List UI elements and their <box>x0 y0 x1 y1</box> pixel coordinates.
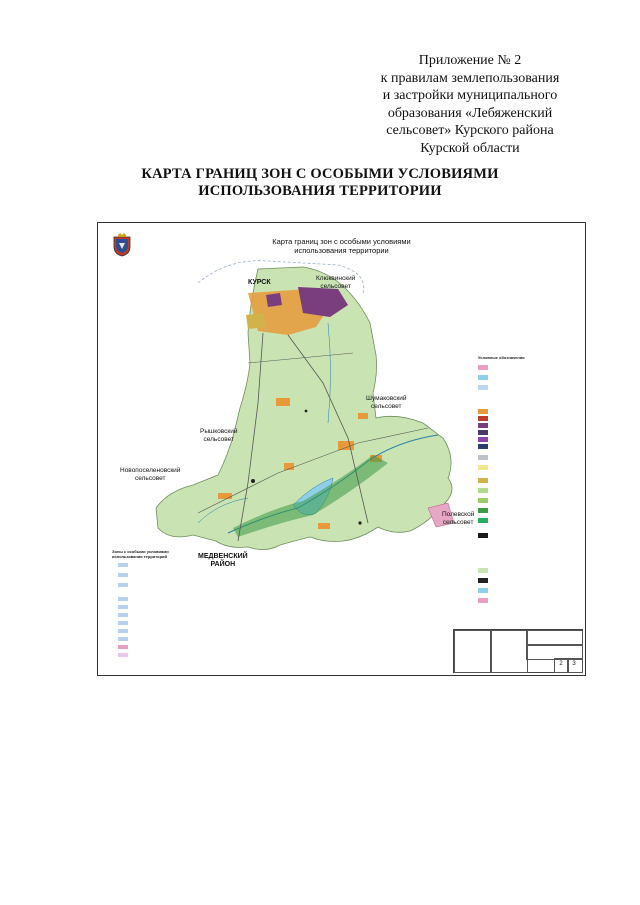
map-title-line: Карта границ зон с особыми условиями <box>272 237 411 246</box>
village <box>318 523 330 529</box>
place-label-line: сельсовет <box>320 282 351 290</box>
village <box>218 493 232 499</box>
document-title <box>0 166 640 200</box>
zone-legend-swatches <box>118 563 128 657</box>
place-label-line: РАЙОН <box>210 560 236 568</box>
place-label-line: сельсовет <box>370 402 402 410</box>
zones-legend-title: Зоны с особыми условиями использования территорий <box>112 549 169 559</box>
village <box>276 398 290 406</box>
place-label-line: Шумаковский <box>366 395 407 402</box>
appendix-line: и застройки муниципального <box>382 88 558 103</box>
place-label-line: Новопоселеновский <box>120 467 181 474</box>
urban-residential <box>246 313 266 329</box>
place-label-line: МЕДВЕНСКИЙ <box>198 553 248 560</box>
appendix-line: образования «Лебяженский <box>387 105 553 121</box>
place-label-novoposelenovsky <box>120 467 180 482</box>
facility <box>251 479 255 483</box>
place-label-medvensky <box>198 553 248 568</box>
facility <box>305 410 308 413</box>
appendix-line: Курской области <box>420 140 520 156</box>
map-sheet <box>97 222 586 676</box>
place-label-shumakovsky <box>366 395 407 410</box>
facility <box>358 521 361 524</box>
place-label-polevskoy <box>442 511 474 526</box>
appendix-line: Приложение № 2 <box>418 53 522 68</box>
sheet-total: 3 <box>572 661 576 667</box>
title-line: КАРТА ГРАНИЦ ЗОН С ОСОБЫМИ УСЛОВИЯМИ <box>141 166 499 182</box>
place-label-klyukvinsky <box>316 275 355 290</box>
legend-swatches <box>478 365 488 603</box>
place-label-ryshkovsky <box>200 428 238 443</box>
appendix-line: сельсовет» Курского района <box>386 123 554 138</box>
territory-map <box>98 223 585 675</box>
place-label-line: сельсовет <box>203 435 235 443</box>
map-title-line: использования территории <box>294 246 389 255</box>
appendix-line: к правилам землепользования <box>380 70 560 86</box>
industrial-zone <box>266 293 282 307</box>
place-label-line: Клюквинский <box>316 275 356 282</box>
place-label-kursk: КУРСК <box>248 279 271 286</box>
sheet-number: 2 <box>559 661 563 667</box>
place-label-line: сельсовет <box>134 474 166 482</box>
place-label-line: Полевской <box>442 511 475 518</box>
title-block-stamp <box>453 629 583 673</box>
legend-title: Условные обозначения <box>478 355 525 360</box>
place-label-line: Рышковский <box>200 428 238 435</box>
village <box>358 413 368 419</box>
title-line: ИСПОЛЬЗОВАНИЯ ТЕРРИТОРИИ <box>198 183 442 199</box>
appendix-block <box>355 52 585 157</box>
place-label-line: сельсовет <box>442 518 474 526</box>
